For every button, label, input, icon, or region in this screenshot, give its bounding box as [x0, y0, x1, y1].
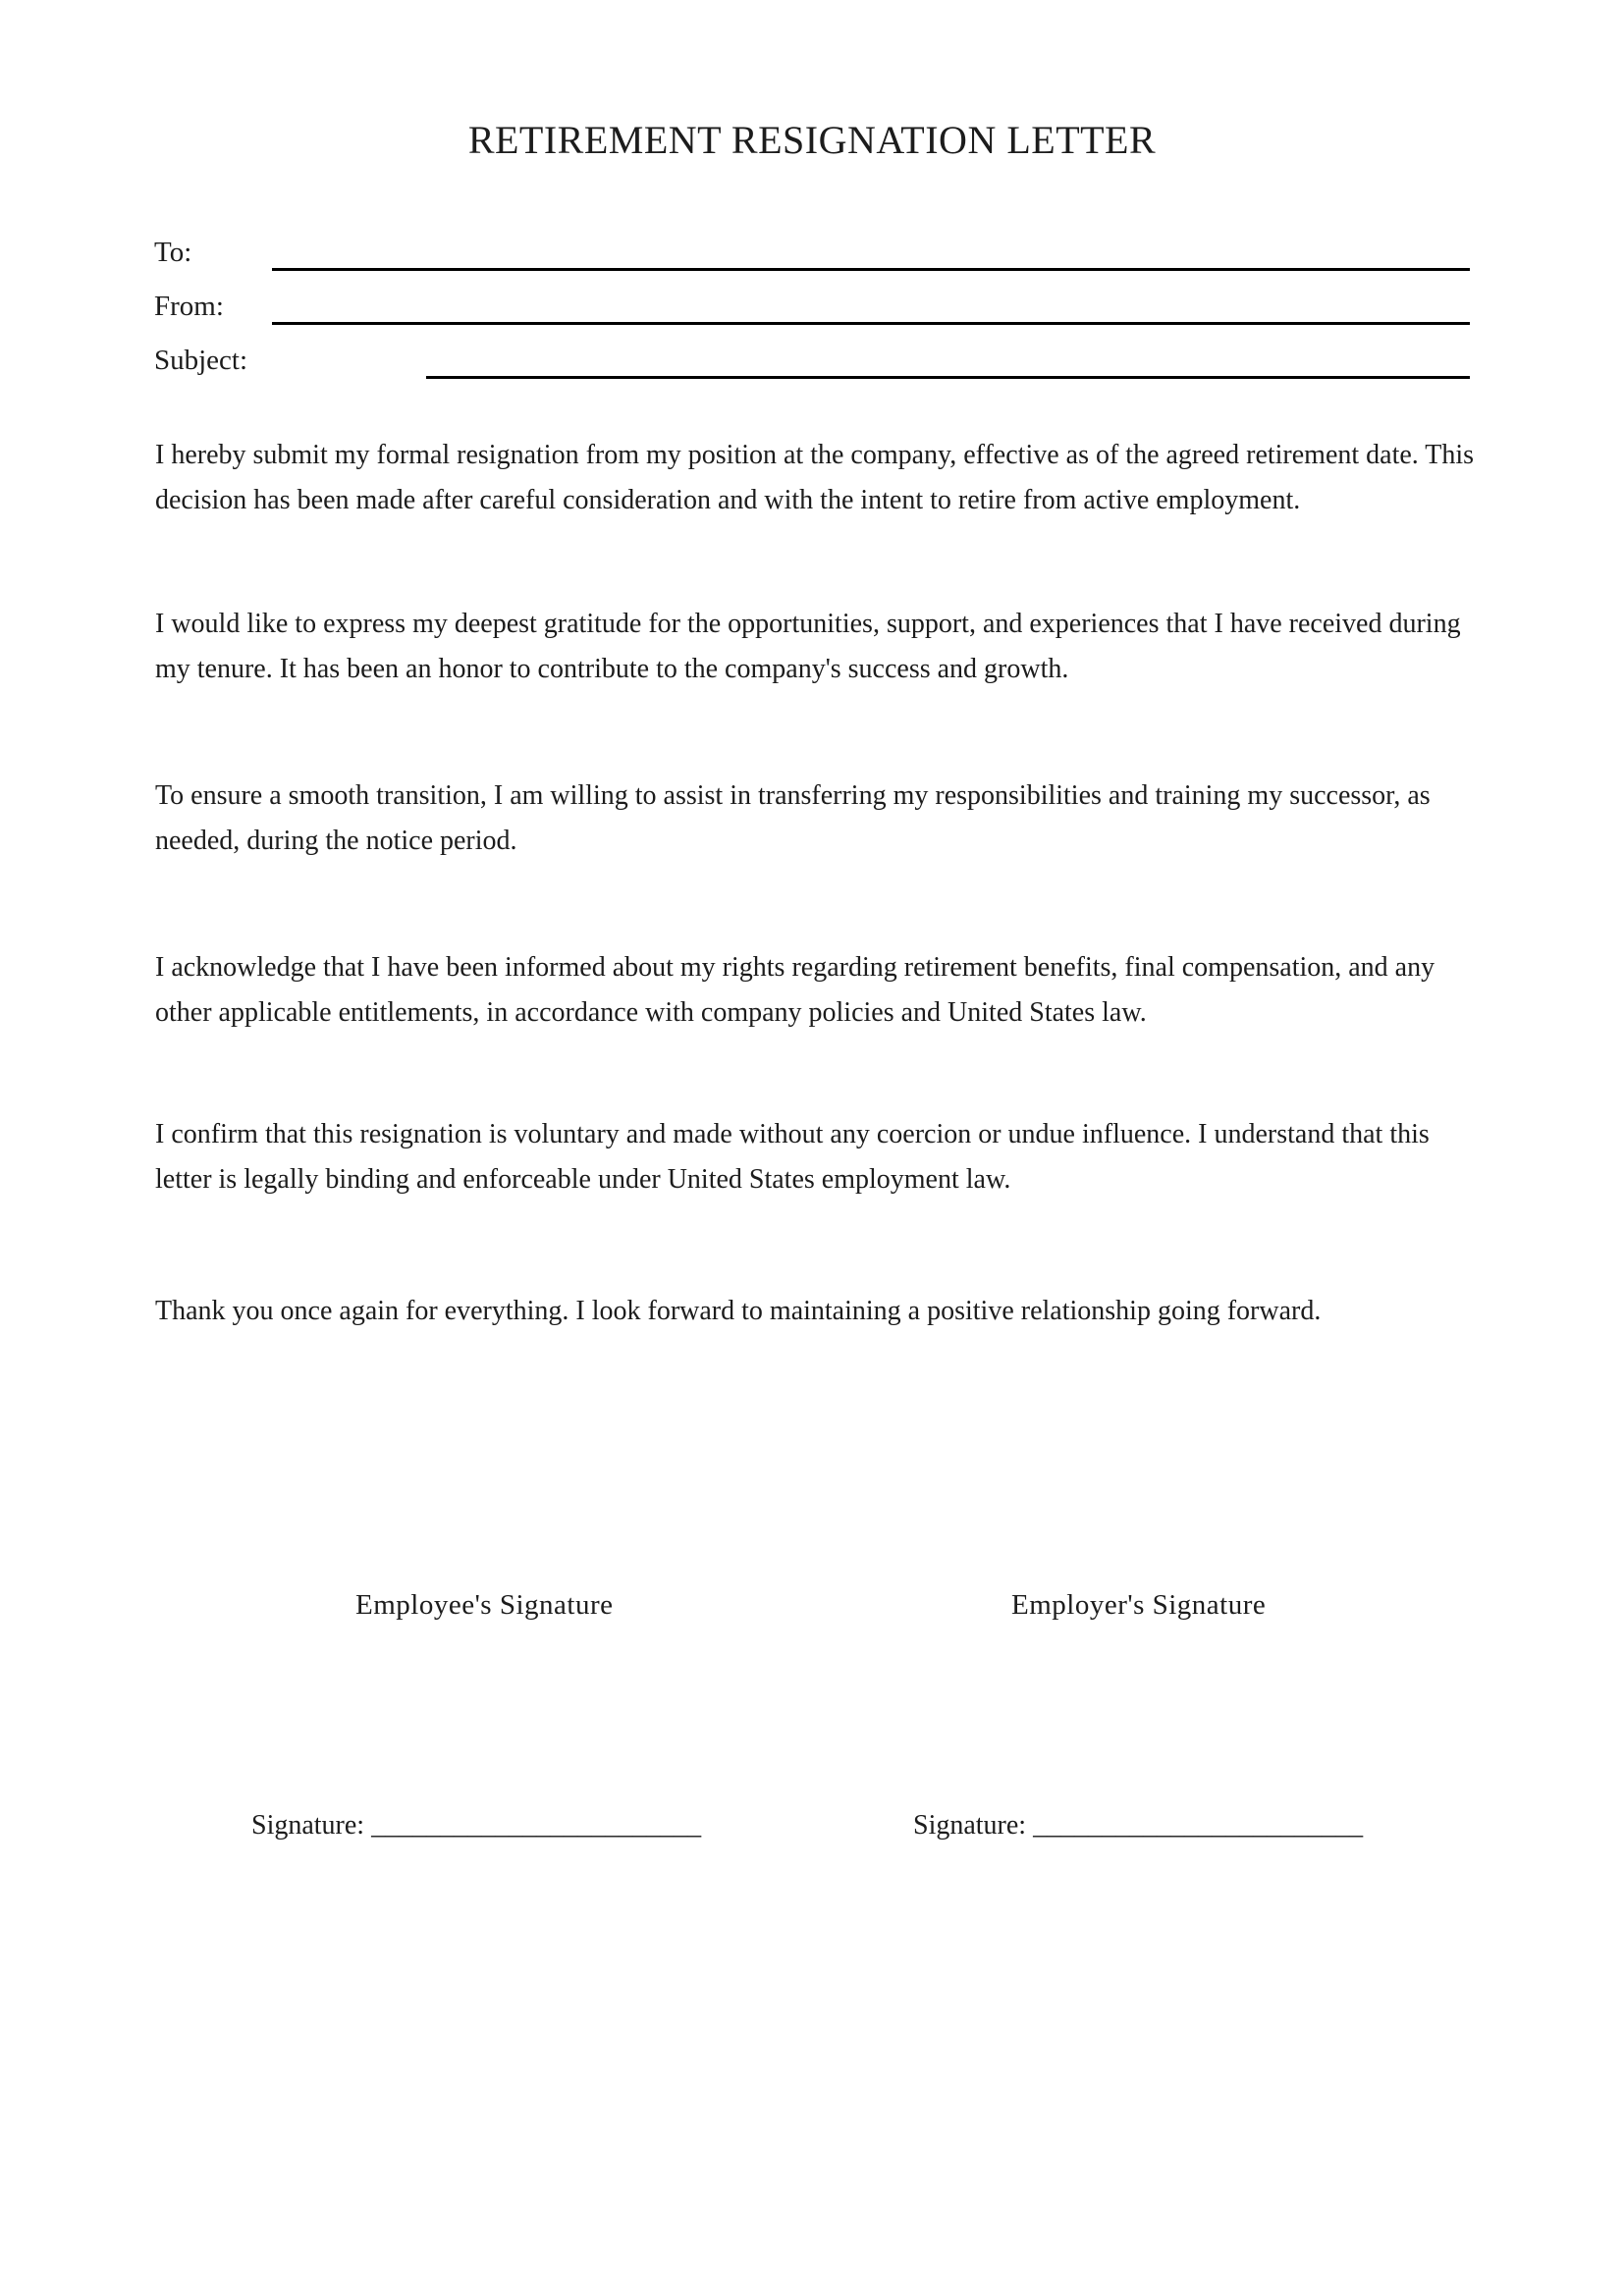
employer-signature-header: Employer's Signature — [1011, 1589, 1267, 1621]
to-field-label: To: — [154, 237, 192, 268]
employee-signature-header: Employee's Signature — [355, 1589, 614, 1621]
employer-signature-label: Signature: — [913, 1810, 1027, 1841]
employer-signature-blank-line[interactable]: ________________________ — [1033, 1810, 1364, 1841]
employee-signature-label: Signature: — [251, 1810, 365, 1841]
from-field-label: From: — [154, 291, 224, 322]
from-field-line[interactable] — [272, 322, 1470, 325]
employer-signature-row — [913, 1809, 1363, 1842]
subject-field-line[interactable] — [426, 376, 1470, 379]
paragraph-gratitude: I would like to express my deepest gratitude for the opportunities, support, and experiences that I have received during my tenure. It has been an honor to contribute to the company's success and growth. — [155, 609, 1461, 684]
paragraph-thanks: Thank you once again for everything. I look forward to maintaining a positive relationship going forward. — [155, 1296, 1322, 1326]
paragraph-transition: To ensure a smooth transition, I am willing to assist in transferring my responsibilities and training my successor, as needed, during the notice period. — [155, 780, 1431, 856]
employee-signature-blank-line[interactable]: ________________________ — [371, 1810, 702, 1841]
paragraph-voluntary-confirmation: I confirm that this resignation is voluntary and made without any coercion or undue influence. I understand that this letter is legally binding and enforceable under United States employment law. — [155, 1119, 1430, 1195]
subject-field-label: Subject: — [154, 345, 248, 376]
paragraph-benefits-acknowledgement: I acknowledge that I have been informed about my rights regarding retirement benefits, final compensation, and any other applicable entitlements, in accordance with company policies and United States law. — [155, 952, 1435, 1028]
paragraph-resignation-statement: I hereby submit my formal resignation from my position at the company, effective as of the agreed retirement date. This decision has been made after careful consideration and with the intent to retire from active employment. — [155, 440, 1475, 515]
employee-signature-row — [251, 1809, 701, 1842]
page-title: RETIREMENT RESIGNATION LETTER — [467, 118, 1157, 162]
to-field-line[interactable] — [272, 268, 1470, 271]
